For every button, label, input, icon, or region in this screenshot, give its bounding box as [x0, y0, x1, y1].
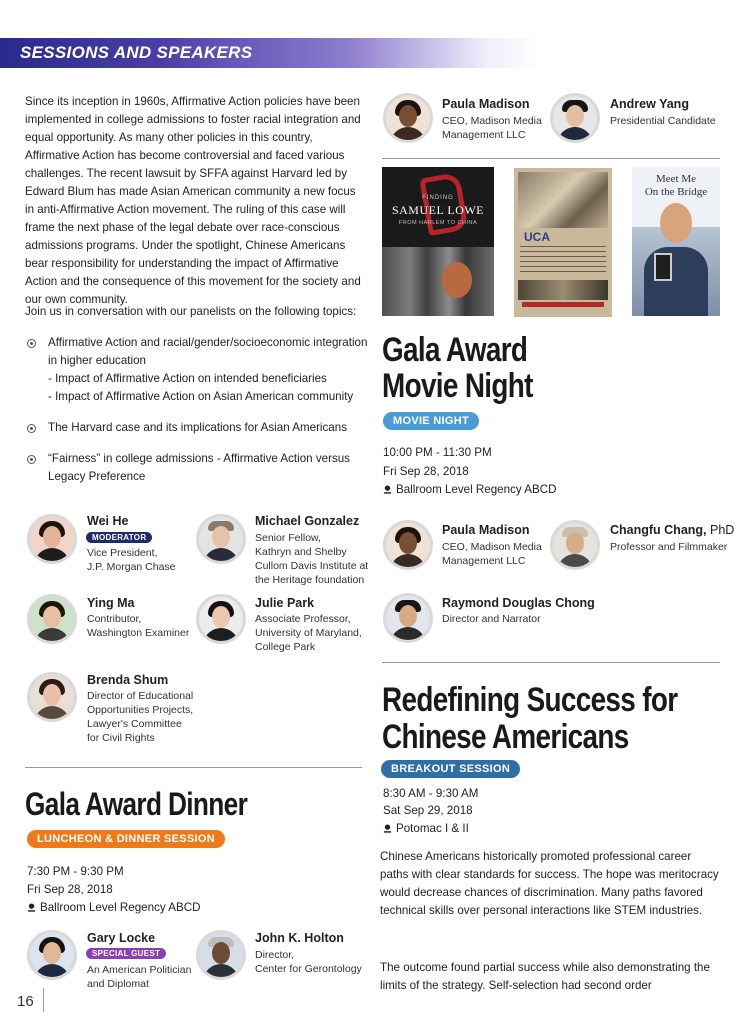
topic-line: in higher education: [48, 354, 146, 367]
topic-line: Affirmative Action and racial/gender/socioeconomic integration: [48, 336, 368, 349]
avatar: [196, 514, 246, 564]
avatar: [383, 93, 433, 143]
speaker-title: Director, Center for Gerontology: [255, 949, 362, 975]
page-number-divider: [43, 988, 44, 1012]
breakout-paragraph: Chinese Americans historically promoted professional career paths with clear standards for success. The hope was meritocracy would decrease chances of discrimination. Many paths favored technical skills over personal interactions like STEM industries.: [380, 850, 719, 917]
speaker-name: Wei He: [87, 514, 129, 528]
moderator-badge: MODERATOR: [86, 532, 152, 543]
movie-night-pill: MOVIE NIGHT: [383, 412, 479, 430]
speaker-title: Director and Narrator: [442, 613, 541, 625]
breakout-location: Potomac I & II: [383, 820, 469, 838]
speaker-name: Raymond Douglas Chong: [442, 596, 595, 610]
topic-line: - Impact of Affirmative Action on intended beneficiaries: [48, 372, 327, 385]
location-pin-icon: [383, 485, 392, 494]
avatar: [196, 594, 246, 644]
breakout-session-pill: BREAKOUT SESSION: [381, 760, 520, 778]
avatar: [27, 672, 77, 722]
movie-time: 10:00 PM - 11:30 PM: [383, 446, 492, 459]
dinner-location: Ballroom Level Regency ABCD: [27, 899, 200, 917]
section-banner: [0, 38, 540, 68]
poster-documentary: UCA: [514, 168, 612, 317]
location-pin-icon: [27, 903, 36, 912]
breakout-date: Sat Sep 29, 2018: [383, 804, 473, 817]
intro-join-text: Join us in conversation with our panelists on the following topics:: [25, 305, 357, 318]
breakout-title: Redefining Success for Chinese Americans: [382, 681, 678, 756]
divider: [25, 767, 362, 768]
speaker-name: Andrew Yang: [610, 97, 689, 111]
breakout-time: 8:30 AM - 9:30 AM: [383, 787, 479, 800]
poster-finding-samuel-lowe: FINDING SAMUEL LOWE FROM HARLEM TO CHINA: [382, 167, 494, 316]
speaker-title: Senior Fellow, Kathryn and Shelby Cullom Davis Institute at the Heritage foundation: [255, 532, 369, 586]
speaker-title: CEO, Madison Media Management LLC: [442, 541, 542, 567]
movie-location: Ballroom Level Regency ABCD: [383, 481, 556, 499]
movie-title: Gala Award Movie Night: [382, 331, 533, 405]
speaker-title: Contributor, Washington Examiner: [87, 613, 190, 639]
circle-bullet-icon: [27, 339, 36, 348]
luncheon-dinner-pill: LUNCHEON & DINNER SESSION: [27, 830, 225, 848]
special-guest-badge: SPECIAL GUEST: [86, 948, 166, 959]
poster-meet-me-on-the-bridge: Meet Me On the Bridge: [632, 167, 720, 316]
avatar: [27, 594, 77, 644]
topic-item: [48, 450, 368, 486]
circle-bullet-icon: [27, 424, 36, 433]
topic-line: Legacy Preference: [48, 470, 146, 483]
divider: [382, 158, 720, 159]
movie-date: Fri Sep 28, 2018: [383, 465, 469, 478]
section-title: SESSIONS AND SPEAKERS: [20, 43, 253, 62]
speaker-name: Changfu Chang, PhD: [610, 523, 735, 537]
dinner-time: 7:30 PM - 9:30 PM: [27, 865, 124, 878]
page-number: 16: [17, 993, 34, 1010]
avatar: [27, 514, 77, 564]
avatar: [383, 520, 433, 570]
speaker-title: An American Politician and Diplomat: [87, 964, 192, 990]
speaker-name: Michael Gonzalez: [255, 514, 360, 528]
speaker-name: Ying Ma: [87, 596, 135, 610]
intro-paragraph: Since its inception in 1960s, Affirmative Action policies have been implemented in college admissions to foster racial integration and equal opportunity. As many other policies in this country, Affirmative Action has become controversial and faced various challenges. The recent lawsuit by SFFA against Harvard led by Edward Blum has made Asian American community a new focus in anti-Affirmative Action movement. The ruling of this case will frame the next phase of the legal debate over race-conscious admissions programs. Under the spotlight, Chinese Americans bear responsibility for understanding the impact of Affirmative Action and the consequence of this movement for the society and our own community.: [25, 95, 361, 306]
circle-bullet-icon: [27, 455, 36, 464]
topic-item: [48, 419, 368, 437]
speaker-name: John K. Holton: [255, 931, 344, 945]
speaker-title: CEO, Madison Media Management LLC: [442, 115, 542, 141]
divider: [382, 662, 720, 663]
location-pin-icon: [383, 824, 392, 833]
avatar: [27, 930, 77, 980]
speaker-name: Paula Madison: [442, 523, 530, 537]
topic-line: - Impact of Affirmative Action on Asian American community: [48, 390, 354, 403]
speaker-title: Professor and Filmmaker: [610, 541, 728, 553]
speaker-name: Brenda Shum: [87, 673, 169, 687]
speaker-name: Paula Madison: [442, 97, 530, 111]
dinner-title: Gala Award Dinner: [25, 786, 248, 822]
avatar: [550, 93, 600, 143]
avatar: [196, 930, 246, 980]
speaker-title: Presidential Candidate: [610, 115, 716, 127]
speaker-title: Vice President, J.P. Morgan Chase: [87, 547, 176, 573]
speaker-title: Associate Professor, University of Maryland, College Park: [255, 613, 362, 653]
topic-line: “Fairness” in college admissions - Affirmative Action versus: [48, 452, 350, 465]
speaker-title: Director of Educational Opportunities Projects, Lawyer's Committee for Civil Rights: [87, 690, 194, 744]
topic-item: [48, 334, 368, 406]
topic-line: The Harvard case and its implications for Asian Americans: [48, 421, 347, 434]
dinner-date: Fri Sep 28, 2018: [27, 883, 113, 896]
speaker-name: Gary Locke: [87, 931, 156, 945]
breakout-paragraph: The outcome found partial success while also demonstrating the limits of the strategy. Self-selection had second order: [380, 961, 710, 992]
avatar: [550, 520, 600, 570]
avatar: [383, 593, 433, 643]
speaker-name: Julie Park: [255, 596, 315, 610]
